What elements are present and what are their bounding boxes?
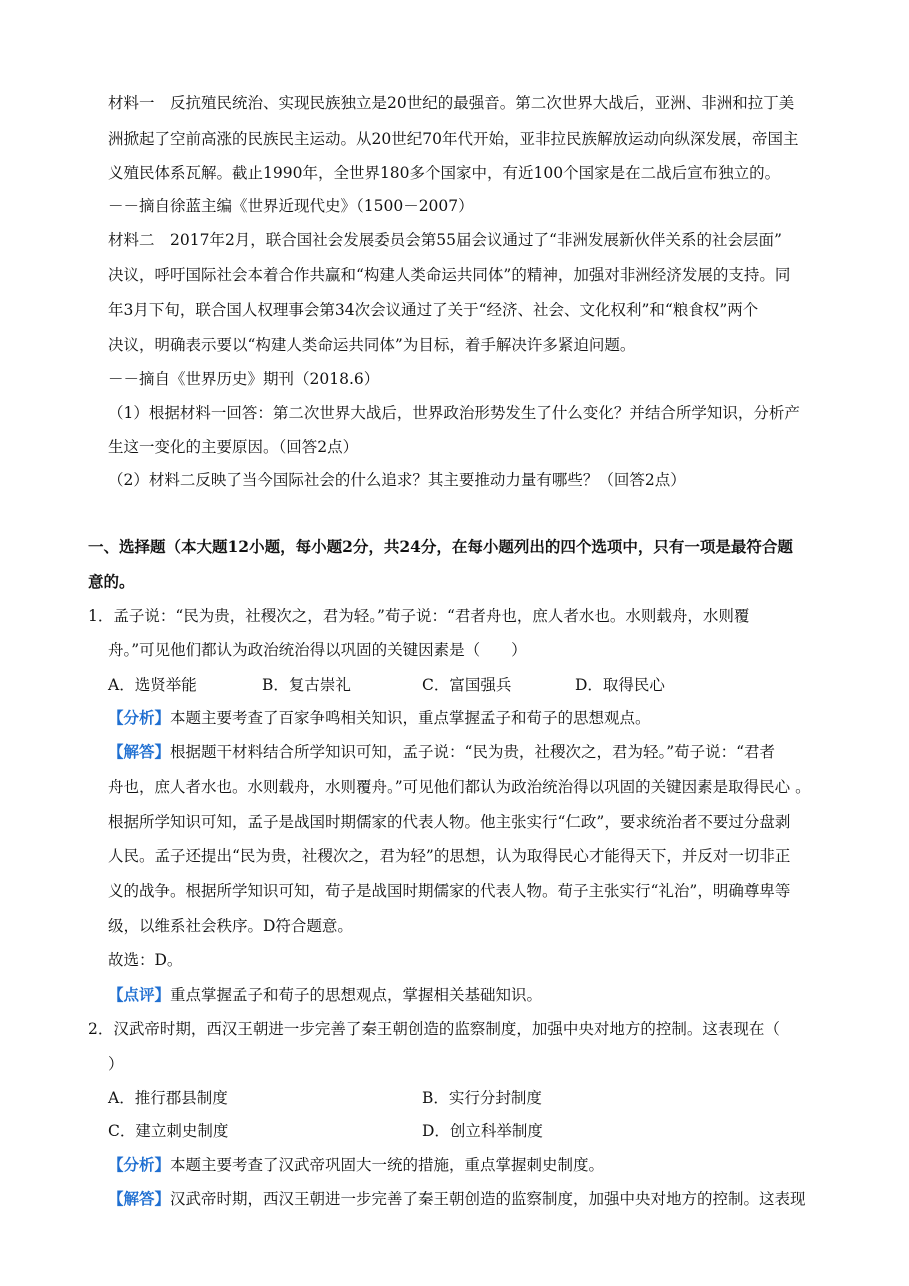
item1-choice: 故选：D。 <box>108 951 183 969</box>
material1-line-1: 材料一 反抗殖民统治、实现民族独立是20世纪的最强音。第二次世界大战后，亚洲、非洲和拉丁美 <box>108 94 795 112</box>
material2-source: －－摘自《世界历史》期刊（2018.6） <box>108 370 380 388</box>
item2-option-a: A．推行郡县制度 <box>108 1089 228 1107</box>
item1-comment <box>108 985 542 1005</box>
item2-analysis <box>108 1155 604 1175</box>
question-1-line-1: （1）根据材料一回答：第二次世界大战后，世界政治形势发生了什么变化？并结合所学知识，分析产 <box>108 404 800 422</box>
analysis-tag: 【分析】 <box>108 708 171 727</box>
section-heading-line-1: 一、选择题（本大题12小题，每小题2分，共24分，在每小题列出的四个选项中，只有一项是最符合题 <box>88 537 793 556</box>
item1-answer-line-6: 级，以维系社会秩序。D符合题意。 <box>108 917 353 935</box>
material2-line-3: 年3月下旬，联合国人权理事会第34次会议通过了关于“经济、社会、文化权利”和“粮食权”两个 <box>108 301 759 319</box>
item2-option-d: D．创立科举制度 <box>422 1122 543 1140</box>
item2-stem-line-1: 2．汉武帝时期，西汉王朝进一步完善了秦王朝创造的监察制度，加强中央对地方的控制。这表现在（ <box>88 1020 780 1038</box>
section-heading-line-2: 意的。 <box>88 572 135 591</box>
material2-line-2: 决议，呼吁国际社会本着合作共赢和“构建人类命运共同体”的精神，加强对非洲经济发展的支持。同 <box>108 266 791 284</box>
material1-line-2: 洲掀起了空前高涨的民族民主运动。从20世纪70年代开始，亚非拉民族解放运动向纵深发展，帝国主 <box>108 130 799 148</box>
item1-stem-line-2: 舟。”可见他们都认为政治统治得以巩固的关键因素是（ ） <box>108 641 527 659</box>
question-2: （2）材料二反映了当今国际社会的什么追求？其主要推动力量有哪些？（回答2点） <box>108 471 686 489</box>
item1-stem-line-1: 1．孟子说：“民为贵，社稷次之，君为轻。”荀子说：“君者舟也，庶人者水也。水则载舟，水则覆 <box>88 607 750 625</box>
item2-analysis-text: 本题主要考查了汉武帝巩固大一统的措施，重点掌握刺史制度。 <box>170 1156 605 1174</box>
item2-option-c: C．建立刺史制度 <box>108 1122 229 1140</box>
item2-option-b: B．实行分封制度 <box>422 1089 542 1107</box>
comment-tag: 【点评】 <box>108 985 171 1004</box>
analysis-tag: 【分析】 <box>108 1155 171 1174</box>
item1-option-b: B．复古崇礼 <box>262 676 351 694</box>
item1-answer-line-1 <box>108 742 775 762</box>
material2-line-1: 材料二 2017年2月，联合国社会发展委员会第55届会议通过了“非洲发展新伙伴关系的社会层面” <box>108 231 782 249</box>
material1-line-3: 义殖民体系瓦解。截止1990年，全世界180多个国家中，有近100个国家是在二战后宣布独立的。 <box>108 164 781 182</box>
item1-answer-line-3: 根据所学知识可知，孟子是战国时期儒家的代表人物。他主张实行“仁政”，要求统治者不要过分盘剥 <box>108 813 791 831</box>
answer-tag: 【解答】 <box>108 1189 171 1208</box>
item2-stem-line-2: ） <box>108 1055 124 1073</box>
item2-answer-line-1 <box>108 1189 806 1209</box>
material2-line-4: 决议，明确表示要以“构建人类命运共同体”为目标，着手解决许多紧迫问题。 <box>108 336 636 354</box>
item1-answer-line-5: 义的战争。根据所学知识可知，荀子是战国时期儒家的代表人物。荀子主张实行“礼治”，明确尊卑等 <box>108 882 791 900</box>
item1-option-a: A．选贤举能 <box>108 676 197 694</box>
item1-option-c: C．富国强兵 <box>422 676 512 694</box>
item1-analysis-text: 本题主要考查了百家争鸣相关知识，重点掌握孟子和荀子的思想观点。 <box>170 709 651 727</box>
item1-answer-text: 根据题干材料结合所学知识可知，孟子说：“民为贵，社稷次之，君为轻。”荀子说：“君者 <box>170 743 776 761</box>
item1-analysis <box>108 708 651 728</box>
item1-answer-line-2: 舟也，庶人者水也。水则载舟，水则覆舟。”可见他们都认为政治统治得以巩固的关键因素是取得民心 。 <box>108 778 811 796</box>
answer-tag: 【解答】 <box>108 742 171 761</box>
material1-source: －－摘自徐蓝主编《世界近现代史》（1500－2007） <box>108 197 474 215</box>
item1-comment-text: 重点掌握孟子和荀子的思想观点，掌握相关基础知识。 <box>170 986 543 1004</box>
item1-answer-line-4: 人民。孟子还提出“民为贵，社稷次之，君为轻”的思想，认为取得民心才能得天下，并反对一切非正 <box>108 847 791 865</box>
question-1-line-2: 生这一变化的主要原因。（回答2点） <box>108 438 359 456</box>
item2-answer-text: 汉武帝时期，西汉王朝进一步完善了秦王朝创造的监察制度，加强中央对地方的控制。这表现 <box>170 1190 806 1208</box>
item1-option-d: D．取得民心 <box>575 676 665 694</box>
